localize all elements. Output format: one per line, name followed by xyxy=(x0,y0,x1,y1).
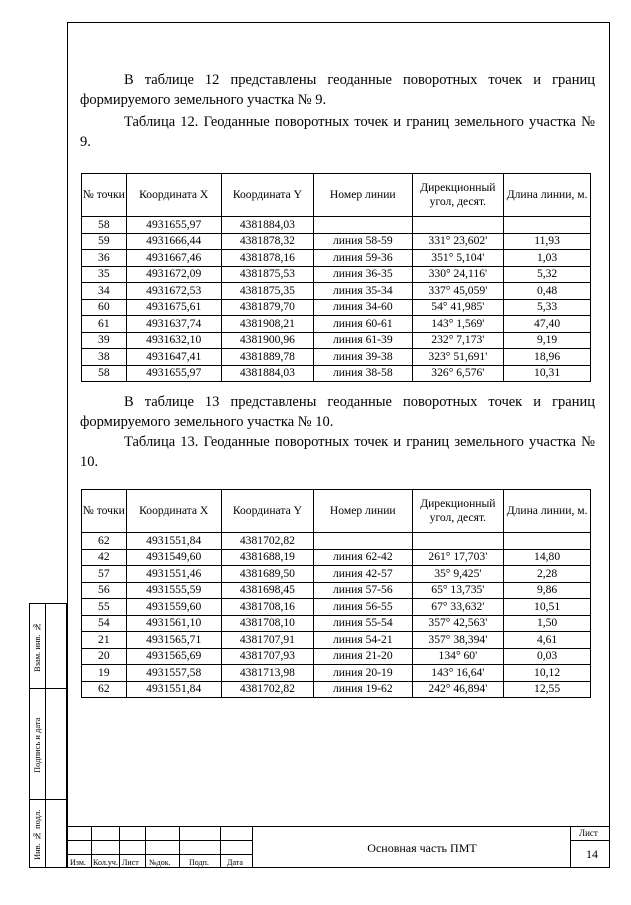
cell-x: 4931655,97 xyxy=(126,365,221,382)
cell-x: 4931565,69 xyxy=(126,648,221,665)
cell-point: 20 xyxy=(82,648,127,665)
cell-point: 60 xyxy=(82,299,127,316)
table-row xyxy=(82,582,591,599)
cell-length: 5,33 xyxy=(504,299,591,316)
header-angle: Дирекционный угол, десят. xyxy=(412,490,504,533)
cell-x: 4931555,59 xyxy=(126,582,221,599)
cell-angle: 261° 17,703' xyxy=(412,549,504,566)
cell-point: 38 xyxy=(82,349,127,366)
cell-line: линия 42-57 xyxy=(314,566,413,583)
cell-point: 19 xyxy=(82,665,127,682)
header-line: Номер линии xyxy=(314,174,413,217)
cell-length: 4,61 xyxy=(504,632,591,649)
cell-angle: 35° 9,425' xyxy=(412,566,504,583)
cell-y: 4381688,19 xyxy=(221,549,313,566)
cell-x: 4931632,10 xyxy=(126,332,221,349)
cell-y: 4381713,98 xyxy=(221,665,313,682)
cell-y: 4381708,10 xyxy=(221,615,313,632)
cell-y: 4381702,82 xyxy=(221,533,313,550)
cell-y: 4381875,53 xyxy=(221,266,313,283)
title-block xyxy=(67,826,610,868)
cell-x: 4931559,60 xyxy=(126,599,221,616)
table-row xyxy=(82,566,591,583)
cell-y: 4381884,03 xyxy=(221,365,313,382)
cell-length: 2,28 xyxy=(504,566,591,583)
cell-point: 39 xyxy=(82,332,127,349)
cell-line: линия 34-60 xyxy=(314,299,413,316)
side-cell-inv-orig xyxy=(29,799,67,868)
cell-line: линия 56-55 xyxy=(314,599,413,616)
cell-y: 4381875,35 xyxy=(221,283,313,300)
cell-angle: 242° 46,894' xyxy=(412,681,504,698)
cell-length: 47,40 xyxy=(504,316,591,333)
document-title: Основная часть ПМТ xyxy=(367,841,477,855)
cell-y: 4381689,50 xyxy=(221,566,313,583)
header-angle: Дирекционный угол, десят. xyxy=(412,174,504,217)
cell-point: 58 xyxy=(82,365,127,382)
cell-y: 4381879,70 xyxy=(221,299,313,316)
cell-y: 4381698,45 xyxy=(221,582,313,599)
table-row xyxy=(82,332,591,349)
cell-angle xyxy=(412,533,504,550)
header-length: Длина линии, м. xyxy=(504,490,591,533)
table-row xyxy=(82,599,591,616)
table-row xyxy=(82,233,591,250)
cell-length xyxy=(504,217,591,234)
cell-y: 4381707,91 xyxy=(221,632,313,649)
sheet-number: 14 xyxy=(586,847,598,861)
cell-point: 55 xyxy=(82,599,127,616)
side-label-sign-date: Подпись и дата xyxy=(32,717,42,773)
cell-x: 4931666,44 xyxy=(126,233,221,250)
header-y: Координата Y xyxy=(221,490,313,533)
cell-length: 0,03 xyxy=(504,648,591,665)
cell-line: линия 62-42 xyxy=(314,549,413,566)
cell-angle: 323° 51,691' xyxy=(412,349,504,366)
cell-x: 4931561,10 xyxy=(126,615,221,632)
table-row xyxy=(82,615,591,632)
header-point: № точки xyxy=(82,490,127,533)
cell-point: 62 xyxy=(82,533,127,550)
cell-length: 1,03 xyxy=(504,250,591,267)
table-row xyxy=(82,283,591,300)
tb-col-podp: Подп. xyxy=(189,858,209,867)
table-13 xyxy=(81,489,591,698)
cell-angle: 357° 42,563' xyxy=(412,615,504,632)
cell-y: 4381707,93 xyxy=(221,648,313,665)
table-row xyxy=(82,632,591,649)
cell-line: линия 21-20 xyxy=(314,648,413,665)
table-12-caption: Таблица 12. Геоданные поворотных точек и границ земельного участка № 9. xyxy=(80,114,595,150)
table-12 xyxy=(81,173,591,382)
cell-length: 1,50 xyxy=(504,615,591,632)
cell-x: 4931565,71 xyxy=(126,632,221,649)
cell-length: 10,51 xyxy=(504,599,591,616)
cell-y: 4381878,16 xyxy=(221,250,313,267)
cell-length: 10,12 xyxy=(504,665,591,682)
cell-angle: 65° 13,735' xyxy=(412,582,504,599)
cell-x: 4931675,61 xyxy=(126,299,221,316)
table-header-row xyxy=(82,174,591,217)
cell-x: 4931557,58 xyxy=(126,665,221,682)
side-cell-sign-date xyxy=(29,688,67,800)
table-row xyxy=(82,365,591,382)
cell-length xyxy=(504,533,591,550)
cell-y: 4381878,32 xyxy=(221,233,313,250)
cell-line: линия 39-38 xyxy=(314,349,413,366)
cell-angle: 143° 16,64' xyxy=(412,665,504,682)
cell-angle: 54° 41,985' xyxy=(412,299,504,316)
sheet-label: Лист xyxy=(579,828,598,838)
cell-point: 54 xyxy=(82,615,127,632)
cell-point: 34 xyxy=(82,283,127,300)
cell-length: 10,31 xyxy=(504,365,591,382)
header-line: Номер линии xyxy=(314,490,413,533)
cell-point: 42 xyxy=(82,549,127,566)
cell-point: 35 xyxy=(82,266,127,283)
cell-point: 59 xyxy=(82,233,127,250)
cell-angle: 143° 1,569' xyxy=(412,316,504,333)
cell-x: 4931672,09 xyxy=(126,266,221,283)
intro-paragraph-12: В таблице 12 представлены геоданные поворотных точек и границ формируемого земельного участка № 9. xyxy=(80,72,595,108)
cell-line: линия 35-34 xyxy=(314,283,413,300)
cell-line: линия 57-56 xyxy=(314,582,413,599)
cell-point: 57 xyxy=(82,566,127,583)
cell-point: 62 xyxy=(82,681,127,698)
table-row xyxy=(82,681,591,698)
table-row xyxy=(82,250,591,267)
cell-line: линия 58-59 xyxy=(314,233,413,250)
cell-y: 4381702,82 xyxy=(221,681,313,698)
cell-x: 4931655,97 xyxy=(126,217,221,234)
table-row xyxy=(82,648,591,665)
header-point: № точки xyxy=(82,174,127,217)
cell-angle: 351° 5,104' xyxy=(412,250,504,267)
side-label-inv-orig: Инв. № подл. xyxy=(32,809,42,860)
cell-x: 4931667,46 xyxy=(126,250,221,267)
cell-length: 12,55 xyxy=(504,681,591,698)
cell-point: 21 xyxy=(82,632,127,649)
table-row xyxy=(82,533,591,550)
side-label-inv-zam: Взам. инв. № xyxy=(32,622,42,672)
cell-angle: 134° 60' xyxy=(412,648,504,665)
tb-col-ndok: №док. xyxy=(149,858,171,867)
header-y: Координата Y xyxy=(221,174,313,217)
cell-y: 4381884,03 xyxy=(221,217,313,234)
table-13-caption: Таблица 13. Геоданные поворотных точек и границ земельного участка № 10. xyxy=(80,434,595,470)
table-row xyxy=(82,266,591,283)
cell-length: 18,96 xyxy=(504,349,591,366)
cell-y: 4381708,16 xyxy=(221,599,313,616)
header-x: Координата X xyxy=(126,174,221,217)
cell-y: 4381908,21 xyxy=(221,316,313,333)
cell-line: линия 59-36 xyxy=(314,250,413,267)
cell-length: 14,80 xyxy=(504,549,591,566)
cell-point: 56 xyxy=(82,582,127,599)
cell-y: 4381900,96 xyxy=(221,332,313,349)
header-x: Координата X xyxy=(126,490,221,533)
cell-line: линия 36-35 xyxy=(314,266,413,283)
cell-length: 0,48 xyxy=(504,283,591,300)
intro-paragraph-13: В таблице 13 представлены геоданные поворотных точек и границ формируемого земельного участка № 10. xyxy=(80,394,595,430)
cell-point: 36 xyxy=(82,250,127,267)
cell-length: 11,93 xyxy=(504,233,591,250)
cell-line: линия 20-19 xyxy=(314,665,413,682)
cell-angle: 337° 45,059' xyxy=(412,283,504,300)
cell-x: 4931551,84 xyxy=(126,681,221,698)
cell-point: 58 xyxy=(82,217,127,234)
tb-col-koluch: Кол.уч. xyxy=(93,858,118,867)
cell-x: 4931637,74 xyxy=(126,316,221,333)
cell-angle: 331° 23,602' xyxy=(412,233,504,250)
cell-angle xyxy=(412,217,504,234)
table-row xyxy=(82,217,591,234)
cell-y: 4381889,78 xyxy=(221,349,313,366)
cell-length: 5,32 xyxy=(504,266,591,283)
cell-line xyxy=(314,533,413,550)
tb-col-data: Дата xyxy=(227,858,243,867)
tb-col-list: Лист xyxy=(122,858,139,867)
cell-x: 4931551,46 xyxy=(126,566,221,583)
cell-line: линия 38-58 xyxy=(314,365,413,382)
cell-line: линия 54-21 xyxy=(314,632,413,649)
cell-angle: 326° 6,576' xyxy=(412,365,504,382)
cell-line: линия 61-39 xyxy=(314,332,413,349)
cell-angle: 67° 33,632' xyxy=(412,599,504,616)
cell-line xyxy=(314,217,413,234)
tb-col-izm: Изм. xyxy=(70,858,86,867)
header-length: Длина линии, м. xyxy=(504,174,591,217)
table-row xyxy=(82,549,591,566)
cell-line: линия 55-54 xyxy=(314,615,413,632)
table-row xyxy=(82,316,591,333)
cell-point: 61 xyxy=(82,316,127,333)
cell-line: линия 60-61 xyxy=(314,316,413,333)
table-header-row xyxy=(82,490,591,533)
table-row xyxy=(82,349,591,366)
cell-x: 4931551,84 xyxy=(126,533,221,550)
cell-line: линия 19-62 xyxy=(314,681,413,698)
table-row xyxy=(82,665,591,682)
cell-angle: 232° 7,173' xyxy=(412,332,504,349)
side-cell-inv-zam xyxy=(29,603,67,689)
cell-angle: 330° 24,116' xyxy=(412,266,504,283)
cell-x: 4931549,60 xyxy=(126,549,221,566)
cell-x: 4931647,41 xyxy=(126,349,221,366)
cell-angle: 357° 38,394' xyxy=(412,632,504,649)
table-row xyxy=(82,299,591,316)
cell-length: 9,86 xyxy=(504,582,591,599)
cell-length: 9,19 xyxy=(504,332,591,349)
cell-x: 4931672,53 xyxy=(126,283,221,300)
